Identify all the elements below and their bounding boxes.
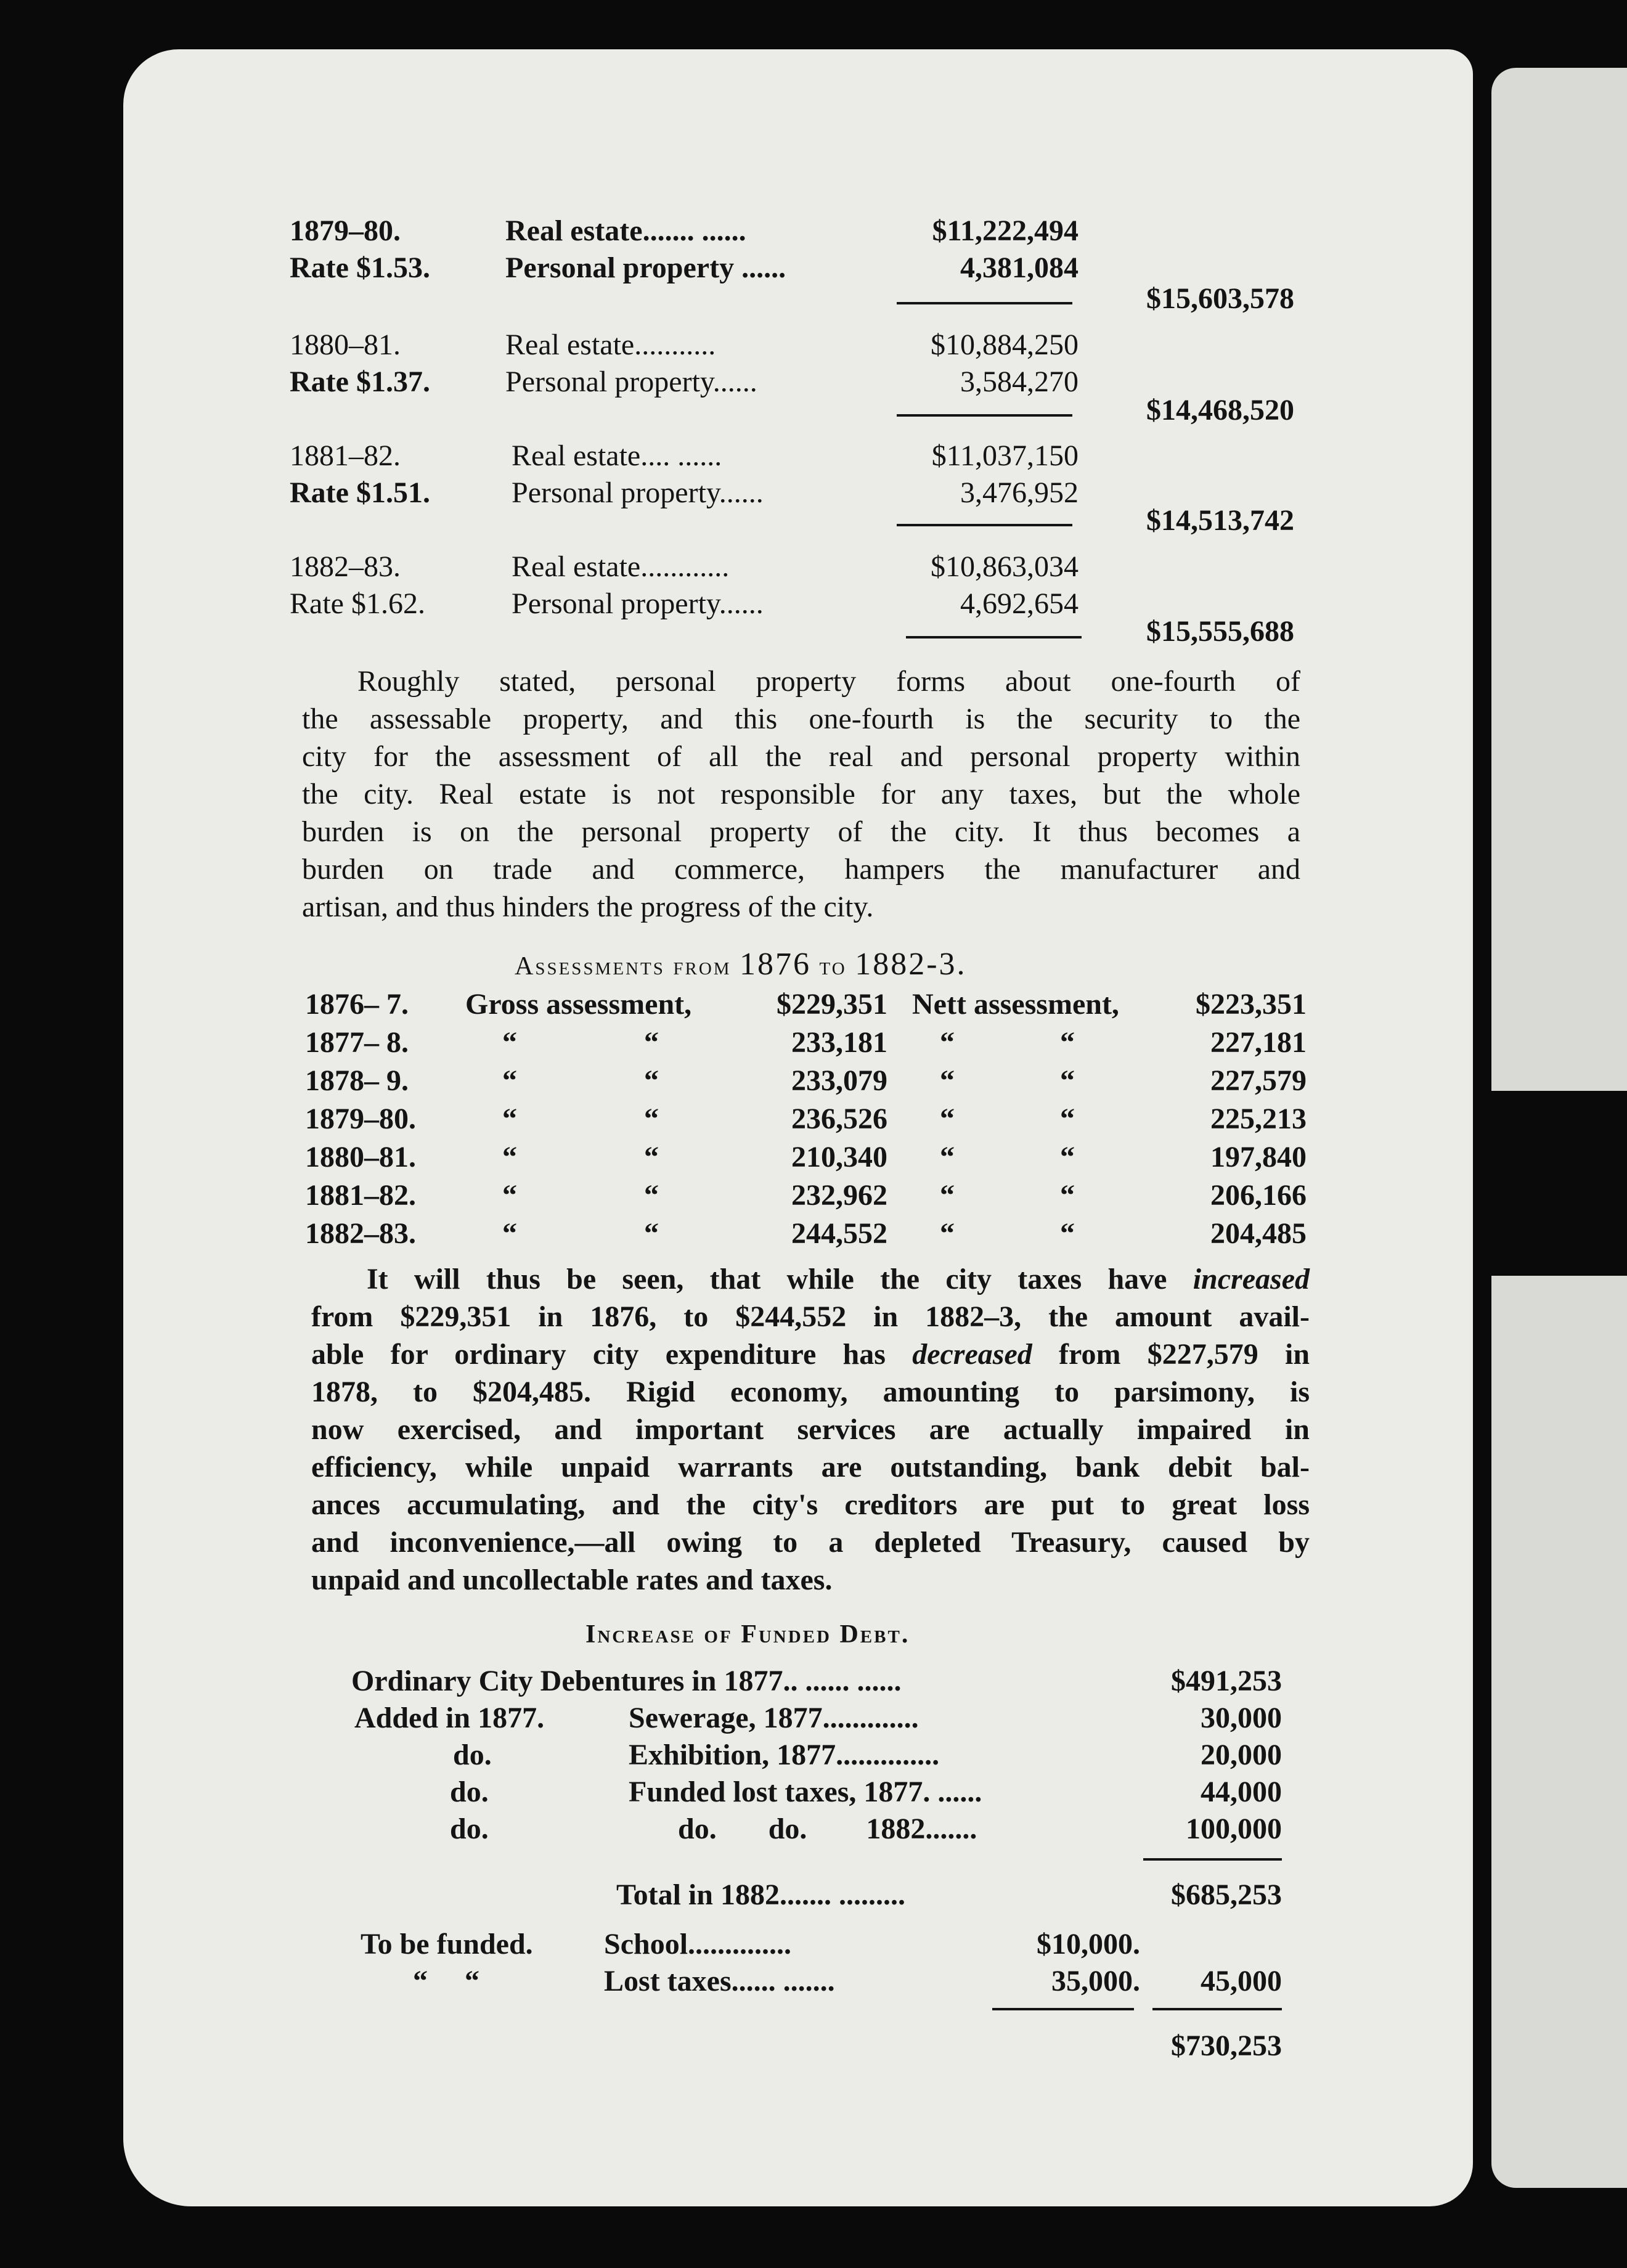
nett-value: 225,213 xyxy=(1210,1103,1307,1135)
ditto-mark: “ xyxy=(644,1103,659,1135)
total-1882-label: Total in 1882....... ......... xyxy=(616,1878,905,1911)
lost-taxes-label: Lost taxes...... ....... xyxy=(604,1965,835,1997)
adjacent-page-edge xyxy=(1491,68,1627,2188)
nett-value: 197,840 xyxy=(1210,1141,1307,1173)
valuation-total: $14,468,520 xyxy=(1146,394,1294,426)
gross-value: 236,526 xyxy=(791,1103,887,1135)
debt-row-item: Sewerage, 1877............. xyxy=(629,1702,919,1734)
nett-value: 206,166 xyxy=(1210,1179,1307,1212)
ditto-mark: “ xyxy=(1060,1064,1075,1097)
debt-row-label: do. xyxy=(453,1739,492,1771)
table-row-year: 1877– 8. xyxy=(305,1026,409,1059)
sum-rule xyxy=(1143,1858,1282,1861)
debt-row-value: 30,000 xyxy=(1201,1702,1282,1734)
personal-property-label: Personal property ...... xyxy=(505,251,786,284)
personal-property-label: Personal property...... xyxy=(505,365,757,398)
school-label: School.............. xyxy=(604,1928,792,1960)
to-be-funded-label: To be funded. xyxy=(361,1928,533,1960)
valuation-year: 1882–83. xyxy=(290,550,401,583)
ditto-mark: “ xyxy=(940,1217,955,1250)
ditto-mark: “ xyxy=(502,1103,517,1135)
debt-row-value: $491,253 xyxy=(1171,1665,1282,1697)
lost-taxes-value: 35,000. xyxy=(1051,1965,1140,1997)
real-estate-value: $11,222,494 xyxy=(932,214,1079,247)
gross-assessment-label: Gross assessment, xyxy=(465,988,692,1021)
ditto-mark: “ xyxy=(502,1026,517,1059)
gross-value: 233,079 xyxy=(791,1064,887,1097)
assessments-heading: Assessments from 1876 to 1882-3. xyxy=(515,947,967,982)
table-row-year: 1881–82. xyxy=(305,1179,416,1212)
personal-property-label: Personal property...... xyxy=(512,476,764,509)
paragraph-taxes-increased: It will thus be seen, that while the city taxes have increased from $229,351 in 1876, to $244,552 in 1882–3, the amount avail- able for ordinary city expenditure has decreased from $227,579 in 1878, to $204,485. Rigid economy, amounting to parsimony, is now exercised, and important services are actually impaired in efficiency, while unpaid warrants are outstanding, bank debit bal- ances accumulating, and the city's creditors are put to great loss and inconvenience,—all owing to a depleted Treasury, caused by unpaid and uncollectable rates and taxes. xyxy=(311,1263,1310,1596)
ditto-mark: “ xyxy=(644,1064,659,1097)
ditto-mark: “ xyxy=(502,1179,517,1212)
sum-rule xyxy=(1152,2008,1282,2010)
personal-property-value: 4,381,084 xyxy=(960,251,1079,284)
valuation-year: 1881–82. xyxy=(290,439,401,472)
valuation-year: 1880–81. xyxy=(290,328,401,361)
real-estate-label: Real estate............ xyxy=(512,550,730,583)
sum-rule xyxy=(897,524,1072,526)
valuation-year: 1879–80. xyxy=(290,214,401,247)
sum-rule xyxy=(906,636,1082,638)
debt-row-label: Ordinary City Debentures in 1877.. ...... ...... xyxy=(351,1665,902,1697)
funded-debt-heading: Increase of Funded Debt. xyxy=(585,1620,910,1649)
ditto-mark: “ xyxy=(644,1026,659,1059)
ditto-mark: “ xyxy=(1060,1141,1075,1173)
personal-property-value: 3,584,270 xyxy=(960,365,1079,398)
ditto-mark: “ xyxy=(644,1217,659,1250)
debt-row-item: Funded lost taxes, 1877. ...... xyxy=(629,1776,982,1808)
ditto-mark: “ xyxy=(502,1141,517,1173)
ditto-mark: “ xyxy=(644,1179,659,1212)
valuation-total: $14,513,742 xyxy=(1146,504,1294,537)
real-estate-value: $10,863,034 xyxy=(931,550,1079,583)
valuation-total: $15,603,578 xyxy=(1146,282,1294,315)
debt-row-label: do. xyxy=(450,1813,489,1845)
nett-value: $223,351 xyxy=(1196,988,1307,1021)
nett-value: 227,181 xyxy=(1210,1026,1307,1059)
grand-total: $730,253 xyxy=(1171,2029,1282,2062)
debt-row-item: do. do. 1882....... xyxy=(678,1813,977,1845)
real-estate-label: Real estate....... ...... xyxy=(505,214,746,247)
real-estate-value: $11,037,150 xyxy=(931,439,1079,472)
ditto-mark: “ xyxy=(940,1026,955,1059)
sum-rule xyxy=(897,414,1072,417)
personal-property-value: 4,692,654 xyxy=(960,587,1079,620)
ditto-mark: “ xyxy=(1060,1217,1075,1250)
table-row-year: 1878– 9. xyxy=(305,1064,409,1097)
real-estate-value: $10,884,250 xyxy=(931,328,1079,361)
nett-assessment-label: Nett assessment, xyxy=(912,988,1119,1021)
nett-value: 227,579 xyxy=(1210,1064,1307,1097)
debt-row-value: 100,000 xyxy=(1186,1813,1282,1845)
gross-value: 232,962 xyxy=(791,1179,887,1212)
nett-value: 204,485 xyxy=(1210,1217,1307,1250)
ditto-mark: “ xyxy=(940,1064,955,1097)
valuation-rate: Rate $1.51. xyxy=(290,476,430,509)
ditto-mark: “ xyxy=(1060,1179,1075,1212)
debt-row-item: Exhibition, 1877.............. xyxy=(629,1739,940,1771)
ditto-mark: “ xyxy=(940,1141,955,1173)
ditto-mark: “ xyxy=(940,1179,955,1212)
debt-row-value: 44,000 xyxy=(1201,1776,1282,1808)
sum-rule xyxy=(992,2008,1134,2010)
real-estate-label: Real estate........... xyxy=(505,328,716,361)
table-row-year: 1879–80. xyxy=(305,1103,416,1135)
personal-property-value: 3,476,952 xyxy=(960,476,1079,509)
debt-row-label: do. xyxy=(450,1776,489,1808)
ditto-mark: “ xyxy=(644,1141,659,1173)
paragraph-personal-property: Roughly stated, personal property forms about one-fourth of the assessable property, and this one-fourth is the security to the city for the assessment of all the real and personal property within the city. Real estate is not responsible for any taxes, but the whole burden is on the personal property of the city. It thus becomes a burden on trade and commerce, hampers the manufacturer and artisan, and thus hinders the progress of the city. xyxy=(302,665,1300,923)
gross-value: 244,552 xyxy=(791,1217,887,1250)
valuation-rate: Rate $1.37. xyxy=(290,365,430,398)
school-value: $10,000. xyxy=(1037,1928,1140,1960)
ditto-mark: “ “ xyxy=(413,1965,479,1997)
ditto-mark: “ xyxy=(502,1217,517,1250)
valuation-rate: Rate $1.62. xyxy=(290,587,425,620)
valuation-rate: Rate $1.53. xyxy=(290,251,430,284)
table-row-year: 1880–81. xyxy=(305,1141,416,1173)
total-1882-value: $685,253 xyxy=(1171,1878,1282,1911)
real-estate-label: Real estate.... ...... xyxy=(512,439,722,472)
debt-row-label: Added in 1877. xyxy=(354,1702,545,1734)
gross-value: 233,181 xyxy=(791,1026,887,1059)
personal-property-label: Personal property...... xyxy=(512,587,764,620)
valuation-total: $15,555,688 xyxy=(1146,615,1294,648)
ditto-mark: “ xyxy=(1060,1103,1075,1135)
ditto-mark: “ xyxy=(940,1103,955,1135)
ditto-mark: “ xyxy=(1060,1026,1075,1059)
funded-subtotal: 45,000 xyxy=(1201,1965,1282,1997)
debt-row-value: 20,000 xyxy=(1201,1739,1282,1771)
gross-value: 210,340 xyxy=(791,1141,887,1173)
gross-value: $229,351 xyxy=(777,988,887,1021)
sum-rule xyxy=(897,302,1072,304)
table-row-year: 1876– 7. xyxy=(305,988,409,1021)
table-row-year: 1882–83. xyxy=(305,1217,416,1250)
ditto-mark: “ xyxy=(502,1064,517,1097)
